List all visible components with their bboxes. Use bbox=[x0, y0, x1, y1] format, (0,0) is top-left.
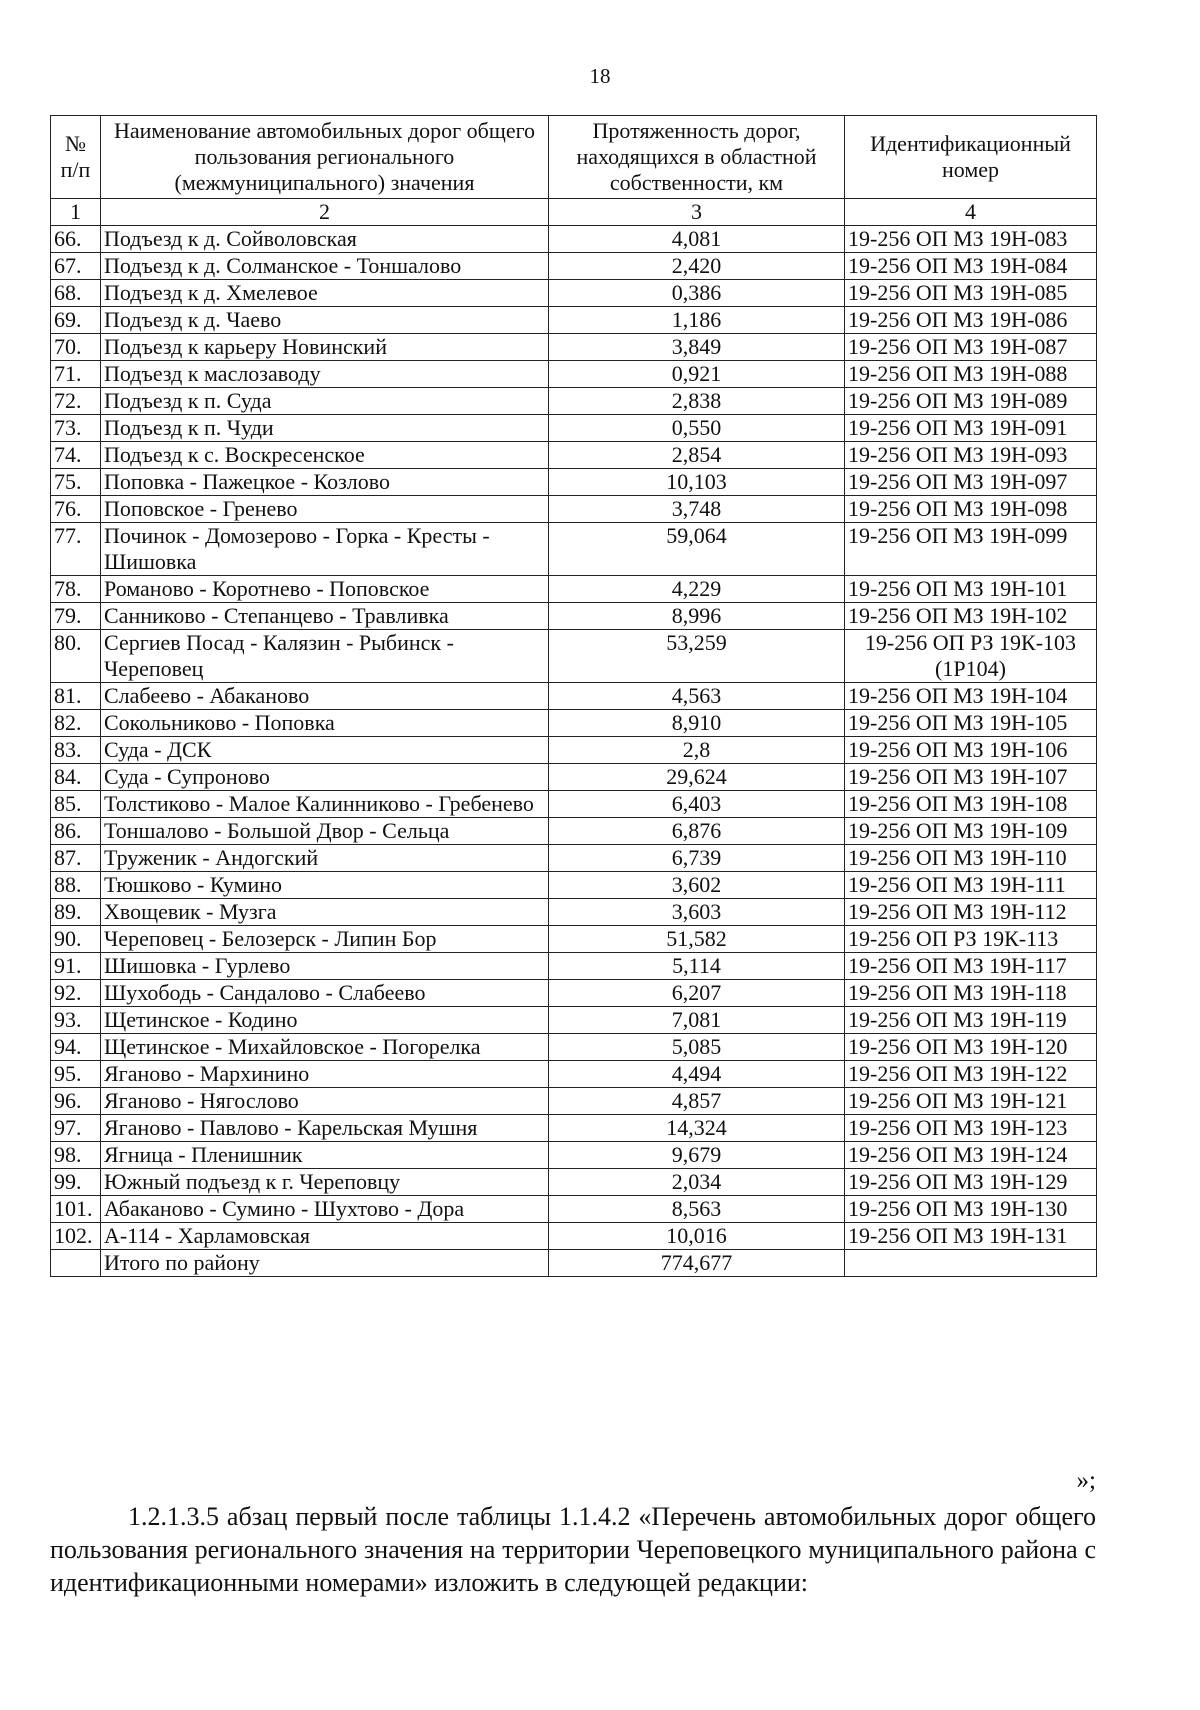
road-id: 19-256 ОП МЗ 19Н-084 bbox=[845, 253, 1097, 280]
road-name: Суда - Супроново bbox=[101, 764, 549, 791]
column-number: 1 bbox=[51, 199, 101, 226]
road-name: Подъезд к п. Чуди bbox=[101, 415, 549, 442]
table-header-row bbox=[51, 116, 1097, 199]
road-length: 4,857 bbox=[549, 1088, 845, 1115]
table-row bbox=[51, 253, 1097, 280]
road-id: 19-256 ОП МЗ 19Н-083 bbox=[845, 226, 1097, 253]
table-row bbox=[51, 791, 1097, 818]
road-name: Южный подъезд к г. Череповцу bbox=[101, 1169, 549, 1196]
road-length: 4,494 bbox=[549, 1061, 845, 1088]
row-number: 102. bbox=[51, 1223, 101, 1250]
road-length: 0,921 bbox=[549, 361, 845, 388]
table-row bbox=[51, 469, 1097, 496]
road-name: Хвощевик - Музга bbox=[101, 899, 549, 926]
header-length: Протяженность дорог, находящихся в областной собственности, км bbox=[549, 116, 845, 199]
row-number: 70. bbox=[51, 334, 101, 361]
road-id: 19-256 ОП МЗ 19Н-118 bbox=[845, 980, 1097, 1007]
table-row bbox=[51, 1007, 1097, 1034]
header-number: № п/п bbox=[51, 116, 101, 199]
table-row bbox=[51, 1169, 1097, 1196]
row-number: 83. bbox=[51, 737, 101, 764]
row-number: 98. bbox=[51, 1142, 101, 1169]
table-row bbox=[51, 872, 1097, 899]
road-name: Яганово - Мархинино bbox=[101, 1061, 549, 1088]
road-length: 2,034 bbox=[549, 1169, 845, 1196]
road-length: 59,064 bbox=[549, 523, 845, 576]
row-number: 90. bbox=[51, 926, 101, 953]
road-id: 19-256 ОП МЗ 19Н-107 bbox=[845, 764, 1097, 791]
road-length: 3,748 bbox=[549, 496, 845, 523]
road-id: 19-256 ОП МЗ 19Н-131 bbox=[845, 1223, 1097, 1250]
row-number: 95. bbox=[51, 1061, 101, 1088]
road-length: 4,081 bbox=[549, 226, 845, 253]
road-length: 7,081 bbox=[549, 1007, 845, 1034]
road-length: 2,854 bbox=[549, 442, 845, 469]
row-number: 76. bbox=[51, 496, 101, 523]
road-length: 9,679 bbox=[549, 1142, 845, 1169]
road-length: 2,838 bbox=[549, 388, 845, 415]
table-row bbox=[51, 818, 1097, 845]
road-id: 19-256 ОП МЗ 19Н-121 bbox=[845, 1088, 1097, 1115]
road-id: 19-256 ОП МЗ 19Н-104 bbox=[845, 683, 1097, 710]
row-number: 87. bbox=[51, 845, 101, 872]
road-length: 53,259 bbox=[549, 630, 845, 683]
road-id: 19-256 ОП МЗ 19Н-123 bbox=[845, 1115, 1097, 1142]
road-name: Шухободь - Сандалово - Слабеево bbox=[101, 980, 549, 1007]
road-id: 19-256 ОП МЗ 19Н-122 bbox=[845, 1061, 1097, 1088]
table-row bbox=[51, 307, 1097, 334]
road-name: Абаканово - Сумино - Шухтово - Дора bbox=[101, 1196, 549, 1223]
road-length: 3,849 bbox=[549, 334, 845, 361]
road-name: Романово - Коротнево - Поповское bbox=[101, 576, 549, 603]
row-number: 97. bbox=[51, 1115, 101, 1142]
road-length: 4,229 bbox=[549, 576, 845, 603]
table-row bbox=[51, 334, 1097, 361]
road-length: 8,563 bbox=[549, 1196, 845, 1223]
road-name: Подъезд к д. Хмелевое bbox=[101, 280, 549, 307]
road-length: 6,876 bbox=[549, 818, 845, 845]
road-name: Труженик - Андогский bbox=[101, 845, 549, 872]
table-row bbox=[51, 1196, 1097, 1223]
road-name: Поповка - Пажецкое - Козлово bbox=[101, 469, 549, 496]
road-length: 29,624 bbox=[549, 764, 845, 791]
table-row bbox=[51, 415, 1097, 442]
road-length: 6,739 bbox=[549, 845, 845, 872]
table-row bbox=[51, 1115, 1097, 1142]
table-row bbox=[51, 280, 1097, 307]
table-row bbox=[51, 710, 1097, 737]
table-row bbox=[51, 1061, 1097, 1088]
row-number: 96. bbox=[51, 1088, 101, 1115]
road-id: 19-256 ОП МЗ 19Н-099 bbox=[845, 523, 1097, 576]
road-id: 19-256 ОП МЗ 19Н-120 bbox=[845, 1034, 1097, 1061]
road-name: Шишовка - Гурлево bbox=[101, 953, 549, 980]
row-number: 66. bbox=[51, 226, 101, 253]
column-number: 3 bbox=[549, 199, 845, 226]
table-row bbox=[51, 630, 1097, 683]
road-id: 19-256 ОП МЗ 19Н-085 bbox=[845, 280, 1097, 307]
table-row bbox=[51, 226, 1097, 253]
closing-quote: »; bbox=[1076, 1467, 1096, 1494]
table-row bbox=[51, 496, 1097, 523]
header-id: Идентификационный номер bbox=[845, 116, 1097, 199]
road-id: 19-256 ОП МЗ 19Н-089 bbox=[845, 388, 1097, 415]
road-id: 19-256 ОП РЗ 19К-103 (1Р104) bbox=[845, 630, 1097, 683]
total-empty-cell bbox=[51, 1250, 101, 1277]
road-length: 6,403 bbox=[549, 791, 845, 818]
row-number: 84. bbox=[51, 764, 101, 791]
row-number: 79. bbox=[51, 603, 101, 630]
road-length: 3,602 bbox=[549, 872, 845, 899]
road-name: Санниково - Степанцево - Травливка bbox=[101, 603, 549, 630]
road-name: Сергиев Посад - Калязин - Рыбинск - Череповец bbox=[101, 630, 549, 683]
road-id: 19-256 ОП МЗ 19Н-109 bbox=[845, 818, 1097, 845]
road-id: 19-256 ОП МЗ 19Н-124 bbox=[845, 1142, 1097, 1169]
row-number: 73. bbox=[51, 415, 101, 442]
road-name: Тюшково - Кумино bbox=[101, 872, 549, 899]
road-id: 19-256 ОП МЗ 19Н-086 bbox=[845, 307, 1097, 334]
row-number: 69. bbox=[51, 307, 101, 334]
roads-table bbox=[50, 115, 1097, 1277]
road-id: 19-256 ОП МЗ 19Н-097 bbox=[845, 469, 1097, 496]
row-number: 94. bbox=[51, 1034, 101, 1061]
road-name: Подъезд к п. Суда bbox=[101, 388, 549, 415]
row-number: 75. bbox=[51, 469, 101, 496]
road-id: 19-256 ОП МЗ 19Н-102 bbox=[845, 603, 1097, 630]
table-body bbox=[51, 226, 1097, 1250]
road-id: 19-256 ОП МЗ 19Н-101 bbox=[845, 576, 1097, 603]
table-row bbox=[51, 1034, 1097, 1061]
row-number: 93. bbox=[51, 1007, 101, 1034]
road-name: Поповское - Гренево bbox=[101, 496, 549, 523]
road-name: Слабеево - Абаканово bbox=[101, 683, 549, 710]
road-name: Щетинское - Кодино bbox=[101, 1007, 549, 1034]
total-label: Итого по району bbox=[101, 1250, 549, 1277]
table-row bbox=[51, 442, 1097, 469]
road-id: 19-256 ОП МЗ 19Н-130 bbox=[845, 1196, 1097, 1223]
total-empty-cell bbox=[845, 1250, 1097, 1277]
row-number: 80. bbox=[51, 630, 101, 683]
table-row bbox=[51, 737, 1097, 764]
table-row bbox=[51, 1142, 1097, 1169]
table-row bbox=[51, 1223, 1097, 1250]
road-id: 19-256 ОП МЗ 19Н-119 bbox=[845, 1007, 1097, 1034]
road-length: 8,910 bbox=[549, 710, 845, 737]
road-name: Подъезд к карьеру Новинский bbox=[101, 334, 549, 361]
total-row bbox=[51, 1250, 1097, 1277]
row-number: 85. bbox=[51, 791, 101, 818]
road-id: 19-256 ОП МЗ 19Н-091 bbox=[845, 415, 1097, 442]
column-number: 4 bbox=[845, 199, 1097, 226]
road-name: Подъезд к маслозаводу bbox=[101, 361, 549, 388]
table-row bbox=[51, 764, 1097, 791]
road-length: 10,103 bbox=[549, 469, 845, 496]
road-id: 19-256 ОП МЗ 19Н-093 bbox=[845, 442, 1097, 469]
road-length: 0,550 bbox=[549, 415, 845, 442]
road-name: Сокольниково - Поповка bbox=[101, 710, 549, 737]
road-id: 19-256 ОП МЗ 19Н-129 bbox=[845, 1169, 1097, 1196]
table-row bbox=[51, 361, 1097, 388]
row-number: 91. bbox=[51, 953, 101, 980]
total-length: 774,677 bbox=[549, 1250, 845, 1277]
page-number: 18 bbox=[589, 64, 611, 88]
table-row bbox=[51, 576, 1097, 603]
table-row bbox=[51, 845, 1097, 872]
table-row bbox=[51, 980, 1097, 1007]
row-number: 82. bbox=[51, 710, 101, 737]
table-row bbox=[51, 388, 1097, 415]
road-length: 2,420 bbox=[549, 253, 845, 280]
table-row bbox=[51, 899, 1097, 926]
row-number: 68. bbox=[51, 280, 101, 307]
road-name: Суда - ДСК bbox=[101, 737, 549, 764]
row-number: 71. bbox=[51, 361, 101, 388]
row-number: 101. bbox=[51, 1196, 101, 1223]
road-length: 5,085 bbox=[549, 1034, 845, 1061]
road-id: 19-256 ОП МЗ 19Н-105 bbox=[845, 710, 1097, 737]
road-id: 19-256 ОП МЗ 19Н-111 bbox=[845, 872, 1097, 899]
road-name: Череповец - Белозерск - Липин Бор bbox=[101, 926, 549, 953]
table-row bbox=[51, 603, 1097, 630]
column-numbering-row bbox=[51, 199, 1097, 226]
row-number: 92. bbox=[51, 980, 101, 1007]
road-length: 8,996 bbox=[549, 603, 845, 630]
amendment-paragraph: 1.2.1.3.5 абзац первый после таблицы 1.1.4.2 «Перечень автомобильных дорог общего пользования регионального значения на территории Череповецкого муниципального района с идентификационными номерами» изложить в следующей редакции: bbox=[50, 1502, 1096, 1597]
road-id: 19-256 ОП МЗ 19Н-110 bbox=[845, 845, 1097, 872]
road-length: 5,114 bbox=[549, 953, 845, 980]
row-number: 67. bbox=[51, 253, 101, 280]
road-length: 6,207 bbox=[549, 980, 845, 1007]
table-row bbox=[51, 523, 1097, 576]
road-name: Яганово - Павлово - Карельская Мушня bbox=[101, 1115, 549, 1142]
road-length: 14,324 bbox=[549, 1115, 845, 1142]
row-number: 74. bbox=[51, 442, 101, 469]
road-name: Подъезд к с. Воскресенское bbox=[101, 442, 549, 469]
road-name: Тоншалово - Большой Двор - Сельца bbox=[101, 818, 549, 845]
road-name: Яганово - Нягослово bbox=[101, 1088, 549, 1115]
road-length: 0,386 bbox=[549, 280, 845, 307]
row-number: 81. bbox=[51, 683, 101, 710]
table-row bbox=[51, 926, 1097, 953]
road-id: 19-256 ОП МЗ 19Н-098 bbox=[845, 496, 1097, 523]
row-number: 86. bbox=[51, 818, 101, 845]
row-number: 77. bbox=[51, 523, 101, 576]
road-length: 2,8 bbox=[549, 737, 845, 764]
row-number: 99. bbox=[51, 1169, 101, 1196]
road-name: Подъезд к д. Солманское - Тоншалово bbox=[101, 253, 549, 280]
road-id: 19-256 ОП МЗ 19Н-088 bbox=[845, 361, 1097, 388]
column-number: 2 bbox=[101, 199, 549, 226]
road-id: 19-256 ОП РЗ 19К-113 bbox=[845, 926, 1097, 953]
road-name: Подъезд к д. Сойволовская bbox=[101, 226, 549, 253]
road-length: 51,582 bbox=[549, 926, 845, 953]
table-row bbox=[51, 1088, 1097, 1115]
road-id: 19-256 ОП МЗ 19Н-106 bbox=[845, 737, 1097, 764]
row-number: 89. bbox=[51, 899, 101, 926]
road-name: Починок - Домозерово - Горка - Кресты - Шишовка bbox=[101, 523, 549, 576]
road-length: 3,603 bbox=[549, 899, 845, 926]
road-length: 10,016 bbox=[549, 1223, 845, 1250]
row-number: 72. bbox=[51, 388, 101, 415]
row-number: 88. bbox=[51, 872, 101, 899]
road-name: Ягница - Пленишник bbox=[101, 1142, 549, 1169]
row-number: 78. bbox=[51, 576, 101, 603]
road-id: 19-256 ОП МЗ 19Н-087 bbox=[845, 334, 1097, 361]
header-road-name: Наименование автомобильных дорог общего пользования регионального (межмуниципального) значения bbox=[101, 116, 549, 199]
road-length: 4,563 bbox=[549, 683, 845, 710]
table-row bbox=[51, 953, 1097, 980]
road-id: 19-256 ОП МЗ 19Н-112 bbox=[845, 899, 1097, 926]
road-name: Толстиково - Малое Калинниково - Гребенево bbox=[101, 791, 549, 818]
road-name: А-114 - Харламовская bbox=[101, 1223, 549, 1250]
road-name: Щетинское - Михайловское - Погорелка bbox=[101, 1034, 549, 1061]
road-name: Подъезд к д. Чаево bbox=[101, 307, 549, 334]
road-id: 19-256 ОП МЗ 19Н-108 bbox=[845, 791, 1097, 818]
road-length: 1,186 bbox=[549, 307, 845, 334]
table-row bbox=[51, 683, 1097, 710]
road-id: 19-256 ОП МЗ 19Н-117 bbox=[845, 953, 1097, 980]
